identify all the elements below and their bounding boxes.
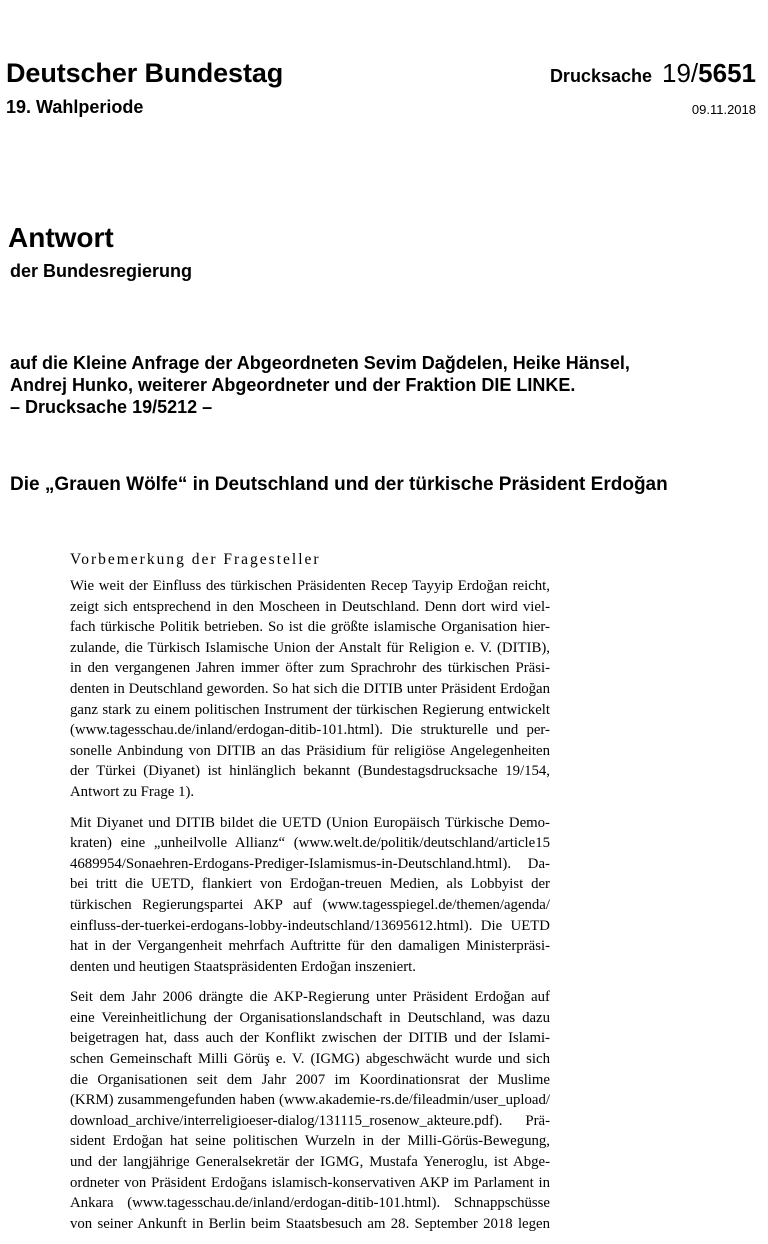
- text-line: sident Erdoğan hat seine politischen Wurzeln in der Milli-Görüs-Bewegung,: [70, 1133, 550, 1150]
- text-line: zulande, die Türkisch Islamische Union der Anstalt für Religion e. V. (DITIB),: [70, 639, 550, 656]
- paragraph: [70, 576, 550, 803]
- text-line: hat in der Vergangenheit mehrfach Auftritte für den damaligen Ministerpräsi-: [70, 938, 550, 955]
- text-line: download_archive/interreligioeser-dialog/131115_rosenow_akteure.pdf). Prä-: [70, 1112, 550, 1129]
- legislative-period: 19. Wahlperiode: [6, 97, 144, 117]
- text-line: Wie weit der Einfluss des türkischen Präsidenten Recep Tayyip Erdoğan reicht,: [70, 578, 550, 594]
- document-title: Die „Grauen Wölfe“ in Deutschland und der türkische Präsident Erdoğan: [10, 474, 668, 495]
- text-line: Seit dem Jahr 2006 drängte die AKP-Regierung unter Präsident Erdoğan auf: [70, 989, 550, 1006]
- text-line: zeigt sich entsprechend in den Moscheen in Deutschland. Denn dort wird viel-: [70, 598, 550, 615]
- drucksache-prefix: 19/: [662, 58, 699, 88]
- text-line: türkischen Regierungspartei AKP auf (www.tagesspiegel.de/themen/agenda/: [70, 896, 550, 913]
- text-line: (www.tagesschau.de/inland/erdogan-ditib-101.html). Die strukturelle und per-: [70, 722, 550, 739]
- text-line: denten und heutigen Staatspräsidenten Erdoğan inszeniert.: [70, 958, 416, 975]
- text-line: Ankara (www.tagesschau.de/inland/erdogan-ditib-101.html). Schnappschüsse: [70, 1195, 550, 1212]
- text-line: in den vergangenen Jahren immer öfter zum Sprachrohr des türkischen Präsi-: [70, 660, 550, 677]
- preliminary-heading: Vorbemerkung der Fragesteller: [70, 551, 321, 568]
- text-line: Antwort zu Frage 1).: [70, 783, 195, 800]
- inquiry-reference: [10, 352, 750, 418]
- text-line: sonelle Anbindung von DITIB an das Präsidium für religiöse Angelegenheiten: [70, 742, 550, 759]
- text-line: denten in Deutschland geworden. So hat sich die DITIB unter Präsident Erdoğan: [70, 680, 550, 697]
- text-line: kraten) eine „unheilvolle Allianz“ (www.welt.de/politik/deutschland/article15: [70, 835, 550, 852]
- text-line: die Organisationen seit dem Jahr 2007 im Koordinationsrat der Muslime: [70, 1071, 550, 1088]
- text-line: der Türkei (Diyanet) ist hinlänglich bekannt (Bundestagsdrucksache 19/154,: [70, 763, 550, 780]
- inquiry-line: auf die Kleine Anfrage der Abgeordneten Sevim Dağdelen, Heike Hänsel,: [10, 353, 630, 373]
- text-line: ordneter von Präsident Erdoğans islamisch-konservativen AKP im Parlament in: [70, 1174, 550, 1191]
- text-line: und der langjährige Generalsekretär der IGMG, Mustafa Yeneroglu, ist Abge-: [70, 1154, 550, 1171]
- text-line: eine Vereinheitlichung der Organisationslandschaft in Deutschland, was dazu: [70, 1009, 550, 1026]
- text-line: schen Gemeinschaft Milli Görüş e. V. (IGMG) abgeschwächt wurde und sich: [70, 1051, 550, 1068]
- text-line: (KRM) zusammengefunden haben (www.akademie-rs.de/fileadmin/user_upload/: [70, 1092, 550, 1109]
- document-type: Antwort: [8, 222, 114, 253]
- text-line: einfluss-der-tuerkei-erdogans-lobby-indeutschland/13695612.html). Die UETD: [70, 917, 550, 934]
- text-line: von seiner Ankunft in Berlin beim Staatsbesuch am 28. September 2018 legen: [70, 1215, 550, 1232]
- drucksache-number: 5651: [698, 58, 756, 88]
- text-line: 4689954/Sonaehren-Erdogans-Prediger-Islamismus-in-Deutschland.html). Da-: [70, 855, 550, 872]
- institution-name: Deutscher Bundestag: [6, 58, 284, 88]
- paragraph: [70, 987, 550, 1234]
- inquiry-line: – Drucksache 19/5212 –: [10, 397, 213, 417]
- drucksache-label: Drucksache: [549, 66, 652, 86]
- text-line: beigetragen hat, dass auch der Konflikt zwischen der DITIB und der Islami-: [70, 1030, 550, 1047]
- document-date: 09.11.2018: [691, 102, 756, 117]
- text-line: ganz stark zu einem politischen Instrument der türkischen Regierung entwickelt: [70, 701, 550, 718]
- text-line: fach türkische Politik betrieben. So ist die größte islamische Organisation hier-: [70, 619, 550, 636]
- text-line: Mit Diyanet und DITIB bildet die UETD (Union Europäisch Türkische Demo-: [70, 814, 550, 831]
- inquiry-line: Andrej Hunko, weiterer Abgeordneter und der Fraktion DIE LINKE.: [10, 375, 576, 395]
- paragraph: [70, 813, 550, 978]
- document-subtitle: der Bundesregierung: [10, 261, 193, 281]
- drucksache-reference: [550, 58, 756, 89]
- text-line: bei tritt die UETD, flankiert von Erdoğan-treuen Medien, als Lobbyist der: [70, 876, 550, 893]
- preliminary-body: [70, 576, 550, 1244]
